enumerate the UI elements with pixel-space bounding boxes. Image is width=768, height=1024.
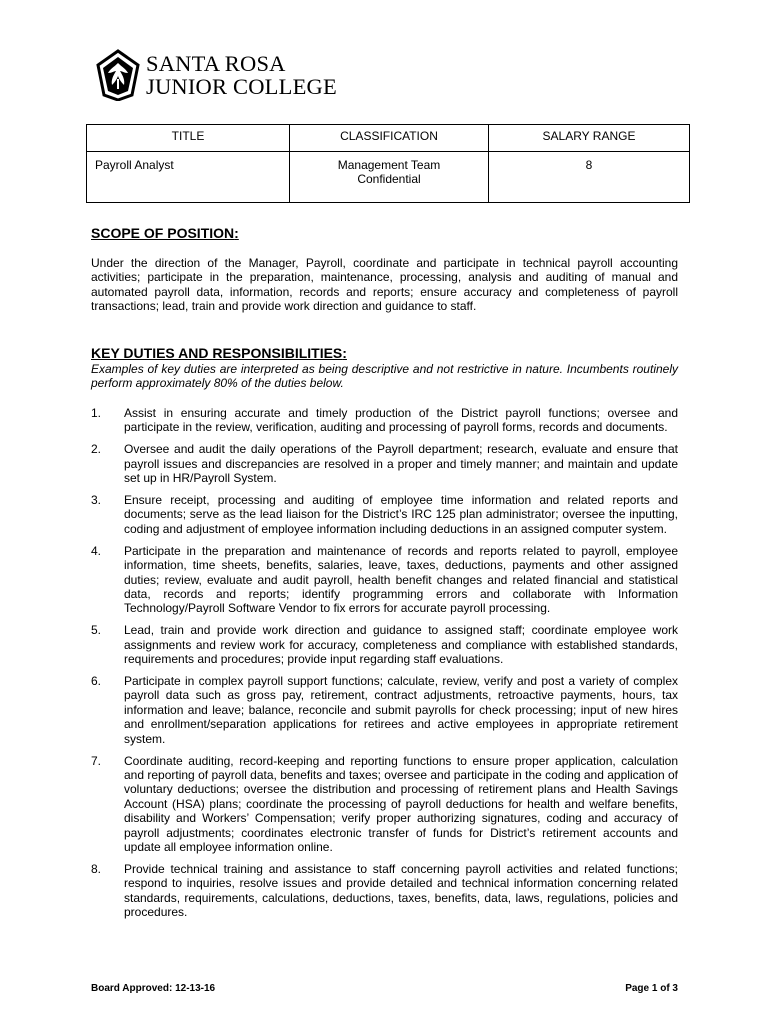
cell-classification — [290, 152, 489, 203]
position-summary-table — [86, 124, 690, 203]
logo-line-2: JUNIOR COLLEGE — [146, 74, 337, 99]
duties-intro: Examples of key duties are interpreted as being descriptive and not restrictive in nature. Incumbents routinely perform approximately 80% of the duties below. — [91, 362, 678, 391]
classification-line-1: Management Team — [337, 158, 441, 172]
college-logo — [94, 47, 337, 103]
duties-list — [91, 406, 678, 927]
list-item — [91, 406, 678, 435]
item-text: Oversee and audit the daily operations of the Payroll department; research, evaluate and ensure that payroll issues and discrepancies are resolved in a proper and timely manner; and maintain and update set up in HR/Payroll System. — [124, 442, 678, 486]
column-title: TITLE — [87, 125, 290, 152]
item-number: 1. — [91, 406, 102, 420]
item-number: 2. — [91, 442, 102, 457]
scope-text: Under the direction of the Manager, Payroll, coordinate and participate in technical payroll accounting activities; participate in the preparation, maintenance, processing, analysis and auditing of manual and automated payroll data, information, records and reports; ensure accuracy and completeness of payroll transactions; lead, train and provide work direction and guidance to staff. — [91, 256, 678, 313]
item-number: 6. — [91, 674, 102, 688]
scope-heading: SCOPE OF POSITION: — [91, 225, 239, 241]
list-item — [91, 442, 678, 485]
cell-title: Payroll Analyst — [87, 152, 290, 203]
table-header-row — [87, 125, 690, 152]
item-number: 3. — [91, 493, 102, 508]
cell-salary-range: 8 — [489, 152, 690, 203]
list-item — [91, 674, 678, 746]
logo-line-1: SANTA ROSA — [146, 51, 286, 76]
board-approved-date: Board Approved: 12-13-16 — [91, 983, 216, 994]
list-item — [91, 754, 678, 855]
column-salary-range: SALARY RANGE — [489, 125, 690, 152]
list-item — [91, 493, 678, 536]
duties-heading: KEY DUTIES AND RESPONSIBILITIES: — [91, 345, 347, 361]
item-text: Provide technical training and assistance to staff concerning payroll activities and related functions; respond to inquiries, resolve issues and provide detailed and technical information concerning related standards, requirements, calculations, deductions, taxes, benefits, data, laws, regulations, policies and procedures. — [124, 861, 678, 920]
college-seal-icon — [94, 49, 142, 101]
page-number: Page 1 of 3 — [625, 983, 678, 994]
column-classification: CLASSIFICATION — [290, 125, 489, 152]
item-text: Coordinate auditing, record-keeping and reporting functions to ensure proper application, calculation and reporting of payroll data, benefits and taxes; oversee and participate in the coding and application of voluntary deductions; oversee the distribution and processing of retirement plans and Health Savings Account (HSA) plans; coordinate the processing of payroll deductions for health and welfare benefits, disability and Workers’ Compensation; verify proper authorizing signatures, coding and accuracy of payroll adjustments; coordinates electronic transfer of funds for District’s retirement accounts and update all employee information online. — [124, 753, 678, 854]
item-text: Participate in complex payroll support functions; calculate, review, verify and post a variety of complex payroll data such as gross pay, retirement, contract adjustments, retroactive payments, hours, tax information and leave; balance, reconcile and submit payrolls for check processing; input of new hires and enrollment/separation applications for retirees and active employees in appropriate retirement system. — [124, 674, 678, 746]
item-text: Assist in ensuring accurate and timely production of the District payroll functions; oversee and participate in the review, verification, auditing and processing of payroll forms, records and documents. — [124, 406, 678, 435]
item-text: Participate in the preparation and maintenance of records and reports related to payroll, employee information, time sheets, benefits, salaries, leave, taxes, deductions, payments and other assigned duties; review, evaluate and audit payroll, health benefit changes and related financial and statistical data, records and reports; identify programming errors and collaborate with Information Technology/Payroll Software Vendor to fix errors for accurate payroll processing. — [124, 543, 678, 616]
list-item — [91, 862, 678, 920]
item-text: Lead, train and provide work direction and guidance to assigned staff; coordinate employee work assignments and review work for accuracy, completeness and compliance with established standards, requirements and procedures; provide input regarding staff evaluations. — [124, 623, 678, 667]
classification-line-2: Confidential — [357, 172, 421, 186]
list-item — [91, 623, 678, 666]
table-row — [87, 152, 690, 203]
item-number: 8. — [91, 861, 102, 876]
item-number: 4. — [91, 543, 102, 558]
item-number: 7. — [91, 753, 102, 768]
item-text: Ensure receipt, processing and auditing of employee time information and related reports and documents; serve as the lead liaison for the District’s IRC 125 plan administrator; oversee the inputting, coding and adjustment of employee information including deductions in an assigned computer system. — [124, 493, 678, 536]
list-item — [91, 544, 678, 616]
item-number: 5. — [91, 623, 102, 638]
